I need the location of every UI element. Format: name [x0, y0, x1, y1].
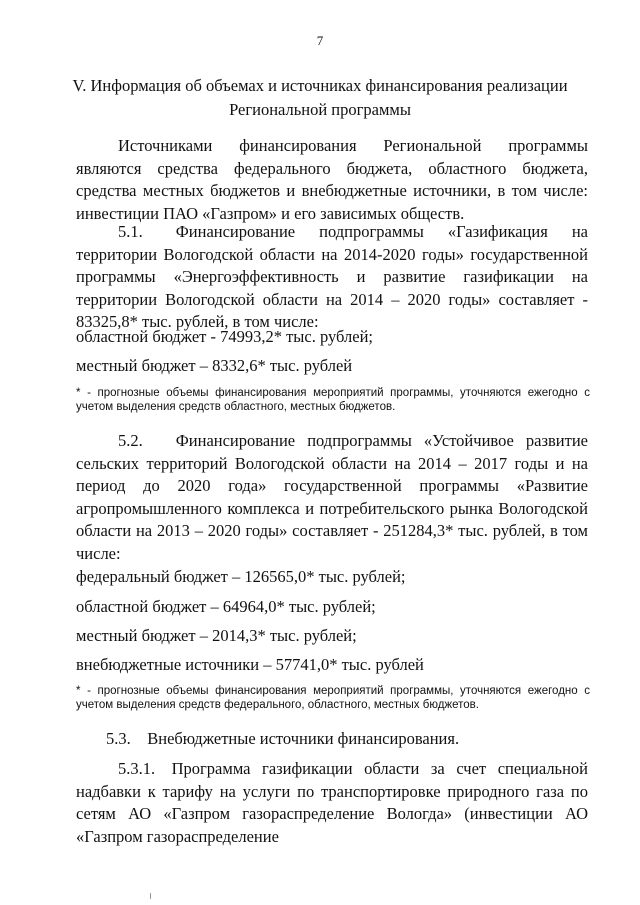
section-heading [60, 74, 580, 122]
section-heading-line-1: V. Информация об объемах и источниках финансирования реализации [72, 76, 568, 95]
paragraph-5-3-heading: 5.3. Внебюджетные источники финансирования. [106, 729, 460, 748]
budget-item-extrabudgetary-5-2: внебюджетные источники – 57741,0* тыс. рублей [76, 655, 424, 674]
section-heading-line-2: Региональной программы [229, 100, 411, 119]
budget-item-federal-5-2: федеральный бюджет – 126565,0* тыс. рублей; [76, 567, 406, 586]
budget-item-local-5-2: местный бюджет – 2014,3* тыс. рублей; [76, 626, 357, 645]
paragraph-5-2: 5.2. Финансирование подпрограммы «Устойчивое развитие сельских территорий Вологодской области на 2014 – 2017 годы и на период до 2020 года» государственной программы «Развитие агропромышленного комплекса и потребительского рынка Вологодской области на 2013 – 2020 годы» составляет - 251284,3* тыс. рублей, в том числе: [76, 431, 588, 563]
paragraph-5-3-1: 5.3.1. Программа газификации области за счет специальной надбавки к тарифу на услуги по транспортировке природного газа по сетям АО «Газпром газораспределение Вологда» (инвестиции АО «Газпром газораспределение [76, 759, 588, 846]
budget-item-regional-5-1: областной бюджет - 74993,2* тыс. рублей; [76, 327, 373, 346]
paragraph-5-1: 5.1. Финансирование подпрограммы «Газификация на территории Вологодской области на 2014-2020 годы» государственной программы «Энергоэффективность и развитие газификации на территории Вологодской области на 2014 – 2020 годы» составляет - 83325,8* тыс. рублей, в том числе: [76, 222, 588, 331]
intro-paragraph: Источниками финансирования Региональной программы являются средства федерального бюджета, областного бюджета, средства местных бюджетов и внебюджетные источники, в том числе: инвестиции ПАО «Газпром» и его зависимых обществ. [76, 136, 588, 223]
budget-item-local-5-1: местный бюджет – 8332,6* тыс. рублей [76, 356, 353, 375]
footnote-5-2: * - прогнозные объемы финансирования мероприятий программы, уточняются ежегодно с учетом выделения средств федерального, областного, местных бюджетов. [76, 685, 590, 711]
budget-item-regional-5-2: областной бюджет – 64964,0* тыс. рублей; [76, 597, 376, 616]
scan-artifact [150, 893, 151, 899]
footnote-5-1: * - прогнозные объемы финансирования мероприятий программы, уточняются ежегодно с учетом выделения средств областного, местных бюджетов. [76, 387, 590, 413]
page-number: 7 [316, 33, 324, 48]
